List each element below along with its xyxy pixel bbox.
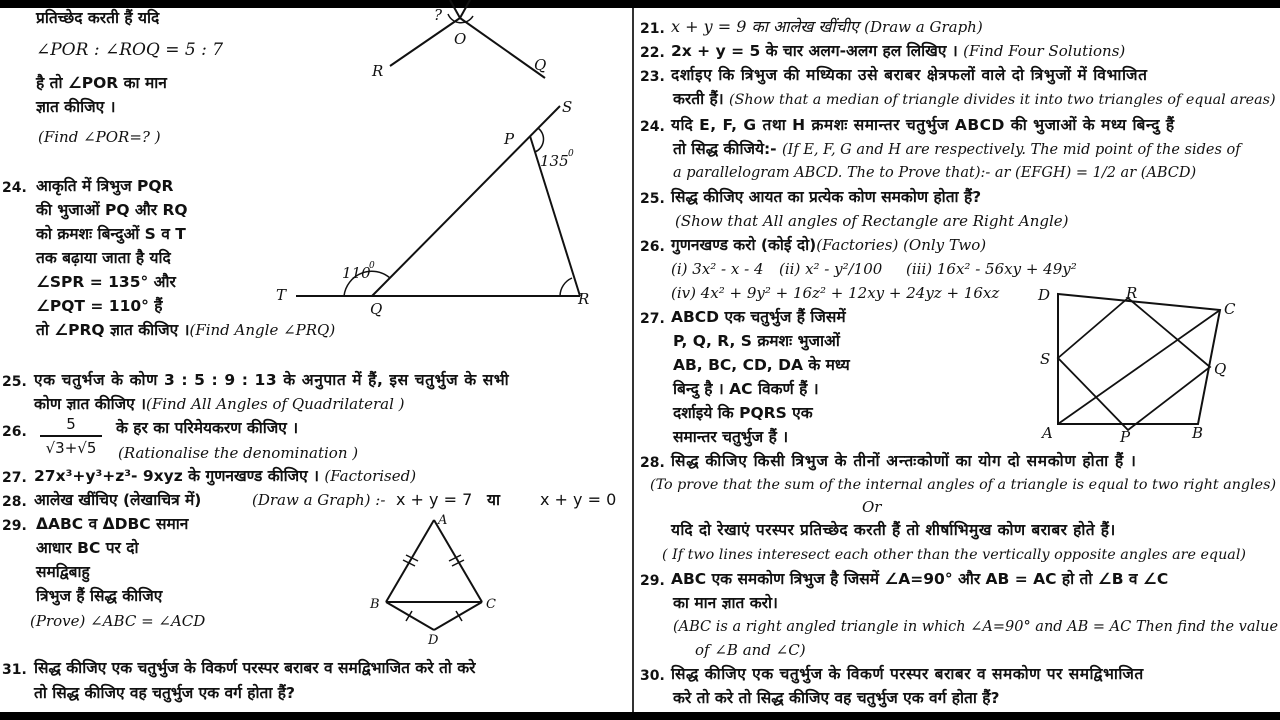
- q23-right-number: 23.: [640, 69, 665, 85]
- q26-right-text: गुणनखण्ड करो (कोई दो): [671, 236, 817, 254]
- q24-left-line-6: ∠PQT = 110° हैं: [36, 297, 163, 315]
- q24-left-line-7-hi: तो ∠PRQ ज्ञात कीजिए ।: [36, 321, 190, 339]
- q23-right-line-1: दर्शाइए कि त्रिभुज की मध्यिका उसे बराबर क्षेत्रफलों वाले दो त्रिभुजों में विभाजित: [671, 66, 1148, 84]
- fig29-label-b: B: [370, 597, 380, 612]
- q22-right-line: [671, 41, 1125, 61]
- q24-right-line-2-hi: तो सिद्ध कीजिये:-: [673, 140, 777, 158]
- fig29-label-d: D: [428, 633, 439, 648]
- q26-fraction: [40, 413, 102, 459]
- fig-label-q-mark: ?: [434, 6, 443, 24]
- diagonal-ac: [1058, 310, 1220, 424]
- q28-right-or: Or: [862, 498, 882, 516]
- fig29-label-a: A: [438, 513, 448, 528]
- q28-left-number: 28.: [2, 494, 27, 510]
- q24-left-number: 24.: [2, 180, 27, 196]
- column-divider: [632, 8, 634, 712]
- q25-right-number: 25.: [640, 191, 665, 207]
- fig27-label-d: D: [1038, 286, 1051, 304]
- q27-left-line: [34, 466, 416, 486]
- q29-right-line-1: ABC एक समकोण त्रिभुज है जिसमें ∠A=90° और AB = AC हो तो ∠B व ∠C: [671, 570, 1169, 588]
- q26-right-part-ii: (ii) x² - y²/100: [779, 260, 883, 278]
- q26-left-text: के हर का परिमेयकरण कीजिए ।: [116, 419, 299, 437]
- line-ab: [386, 520, 434, 602]
- q30-right-number: 30.: [640, 668, 665, 684]
- fig27-label-s: S: [1040, 350, 1051, 368]
- q27-left-english: (Factorised): [324, 467, 417, 485]
- q27-right-line-4: बिन्दु है । AC विकर्ण हैं ।: [673, 380, 819, 398]
- line-qs: [372, 106, 560, 296]
- line-or: [390, 18, 460, 66]
- q21-right-number: 21.: [640, 21, 665, 37]
- intersecting-lines-figure: [370, 0, 570, 90]
- q25-left-line-2: [34, 394, 405, 414]
- q26-right-english: (Factories) (Only Two): [816, 236, 987, 254]
- q29-left-number: 29.: [2, 518, 27, 534]
- q28-right-line-2: (To prove that the sum of the internal angles of a triangle is equal to two right angles): [650, 477, 1277, 493]
- q28-left-or: या: [487, 491, 501, 509]
- top-black-bar: [0, 0, 1280, 8]
- q29-right-line-4: of ∠B and ∠C): [695, 641, 806, 659]
- fig24-label-r: R: [578, 290, 590, 308]
- line-bd: [386, 602, 434, 630]
- q-top-line-4: ज्ञात कीजिए ।: [36, 98, 116, 116]
- q24-left-line-7-en: (Find Angle ∠PRQ): [189, 321, 336, 339]
- fig24-label-s: S: [562, 98, 573, 116]
- q29-left-line-3: समद्विबाहु: [36, 563, 90, 581]
- q26-right-part-iv: (iv) 4x² + 9y² + 16z² + 12xy + 24yz + 16xz: [671, 284, 1000, 302]
- q28-right-line-3: यदि दो रेखाएं परस्पर प्रतिच्छेद करती हैं तो शीर्षाभिमुख कोण बराबर होते हैं।: [671, 521, 1116, 539]
- q-top-line-3: है तो ∠POR का मान: [36, 74, 167, 92]
- q26-left-english: (Rationalise the denomination ): [118, 444, 359, 462]
- q26-right-part-iii: (iii) 16x² - 56xy + 49y²: [906, 260, 1077, 278]
- q29-left-line-5: (Prove) ∠ABC = ∠ACD: [30, 612, 206, 630]
- q28-left-text: आलेख खींचिए (लेखाचित्र में): [34, 491, 202, 509]
- q27-right-line-3: AB, BC, CD, DA के मध्य: [673, 356, 850, 374]
- q27-left-number: 27.: [2, 470, 27, 486]
- fig-label-o: O: [454, 30, 467, 48]
- q22-right-text: 2x + y = 5 के चार अलग-अलग हल लिखिए ।: [671, 42, 958, 60]
- fig24-label-135: 135: [540, 152, 569, 170]
- q24-right-line-2-en: (If E, F, G and H are respectively. The mid point of the sides of: [781, 142, 1241, 158]
- q29-right-line-2: का मान ज्ञात करो।: [673, 594, 778, 612]
- q27-right-line-2: P, Q, R, S क्रमशः भुजाओं: [673, 332, 840, 350]
- q28-left-english: (Draw a Graph) :-: [252, 491, 386, 509]
- fig24-label-t: T: [276, 286, 287, 304]
- q28-right-line-1: सिद्ध कीजिए किसी त्रिभुज के तीनों अन्तःकोणों का योग दो समकोण होता हैं ।: [671, 452, 1137, 470]
- q25-left-line-1: एक चतुर्भज के कोण 3 : 5 : 9 : 13 के अनुपात में हैं, इस चतुर्भुज के सभी: [34, 371, 510, 389]
- q29-left-line-1: ΔABC व ΔDBC समान: [36, 515, 189, 533]
- q-top-english: (Find ∠POR=? ): [38, 128, 161, 146]
- q24-right-line-2: [673, 139, 1241, 160]
- q29-right-number: 29.: [640, 573, 665, 589]
- q21-right-text: x + y = 9 का आलेख खींचीए: [671, 17, 859, 36]
- q23-right-line-2: [673, 89, 1276, 110]
- q25-left-line-2-en: (Find All Angles of Quadrilateral ): [145, 395, 405, 413]
- fig24-label-q: Q: [370, 300, 383, 318]
- fig24-deg-110: 0: [369, 261, 375, 271]
- q28-left-eq2: x + y = 0: [540, 490, 617, 509]
- q30-right-line-1: सिद्ध कीजिए एक चतुर्भुज के विकर्ण परस्पर बराबर व समकोण पर समद्विभाजित: [671, 665, 1144, 683]
- bottom-black-bar: [0, 712, 1280, 720]
- q22-right-english: (Find Four Solutions): [963, 42, 1126, 60]
- q21-right-english: (Draw a Graph): [864, 18, 983, 36]
- q28-left-eq1: x + y = 7: [396, 490, 473, 509]
- q25-right-text: सिद्ध कीजिए आयत का प्रत्येक कोण समकोण होता हैं?: [671, 188, 982, 206]
- q31-left-line-1: सिद्ध कीजिए एक चतुर्भुज के विकर्ण परस्पर बराबर व समद्विभाजित करे तो करे: [34, 659, 476, 677]
- arc-r: [560, 278, 572, 296]
- q23-right-line-2-hi: करती हैं।: [673, 90, 724, 108]
- q-top-line-1: प्रतिच्छेद करती हैं यदि: [36, 9, 160, 27]
- q-top-ratio: ∠POR : ∠ROQ = 5 : 7: [36, 40, 224, 60]
- line-oq: [460, 18, 545, 78]
- fig29-label-c: C: [486, 597, 496, 612]
- q24-left-line-5: ∠SPR = 135° और: [36, 273, 176, 291]
- q28-right-line-4: ( If two lines interesect each other than the vertically opposite angles are equal): [662, 547, 1246, 563]
- quad-pqrs: [1058, 298, 1210, 430]
- q27-left-text: 27x³+y³+z³- 9xyz के गुणनखण्ड कीजिए ।: [34, 467, 320, 485]
- q24-left-line-4: तक बढ़ाया जाता है यदि: [36, 249, 171, 267]
- q26-right-line: [671, 235, 986, 255]
- q27-right-line-6: समान्तर चतुर्भुज हैं ।: [673, 428, 789, 446]
- q24-left-line-2: की भुजाओं PQ और RQ: [36, 201, 188, 219]
- q25-left-number: 25.: [2, 374, 27, 390]
- fig-label-r: R: [372, 62, 384, 80]
- quadrilateral-pqrs-figure: [1030, 282, 1250, 452]
- line-op: [450, 0, 460, 18]
- q26-fraction-bar: [40, 435, 102, 437]
- q24-left-line-3: को क्रमशः बिन्दुओं S व T: [36, 225, 186, 243]
- q31-left-number: 31.: [2, 662, 27, 678]
- q27-right-number: 27.: [640, 311, 665, 327]
- q23-right-english: (Show that a median of triangle divides it into two triangles of equal areas): [729, 92, 1276, 108]
- fig27-label-a: A: [1042, 424, 1053, 442]
- q28-right-number: 28.: [640, 455, 665, 471]
- fig27-label-b: B: [1192, 424, 1204, 442]
- kite-abdc-figure: [360, 510, 510, 648]
- q26-right-number: 26.: [640, 239, 665, 255]
- q21-right-line: [671, 17, 983, 37]
- q24-right-number: 24.: [640, 119, 665, 135]
- q27-right-line-1: ABCD एक चतुर्भुज हैं जिसमें: [671, 308, 846, 326]
- line-cd: [434, 602, 482, 630]
- q27-right-line-5: दर्शाइये कि PQRS एक: [673, 404, 813, 422]
- q26-numerator: 5: [66, 415, 76, 433]
- triangle-pqr-figure: [270, 92, 610, 322]
- q26-denominator: √3+√5: [45, 439, 97, 457]
- q29-left-line-2: आधार BC पर दो: [36, 539, 139, 557]
- q24-left-line-7: [36, 320, 335, 340]
- fig27-label-r: R: [1126, 284, 1138, 302]
- q24-right-line-1: यदि E, F, G तथा H क्रमशः समान्तर चतुर्भुज ABCD की भुजाओं के मध्य बिन्दु हैं: [671, 116, 1175, 134]
- line-op2: [460, 0, 470, 18]
- fig27-label-c: C: [1224, 300, 1236, 318]
- q31-left-line-2: तो सिद्ध कीजिए वह चतुर्भुज एक वर्ग होता हैं?: [34, 684, 295, 702]
- q30-right-line-2: करे तो करे तो सिद्ध कीजिए वह चतुर्भुज एक वर्ग होता हैं?: [673, 689, 1000, 707]
- arc-135: [535, 128, 544, 152]
- fig27-label-p: P: [1120, 428, 1131, 446]
- q26-right-part-i: (i) 3x² - x - 4: [671, 260, 764, 278]
- q29-right-line-3: (ABC is a right angled triangle in which ∠A=90° and AB = AC Then find the value: [673, 619, 1279, 635]
- q25-left-line-2-hi: कोण ज्ञात कीजिए ।: [34, 395, 146, 413]
- q24-left-line-1: आकृति में त्रिभुज PQR: [36, 177, 174, 195]
- fig24-deg-135: 0: [568, 149, 574, 159]
- fig-label-qq: Q: [534, 56, 547, 74]
- q25-right-english: (Show that All angles of Rectangle are Right Angle): [675, 212, 1069, 230]
- fig27-label-q: Q: [1214, 360, 1227, 378]
- fig24-label-110: 110: [342, 264, 371, 282]
- line-ac: [434, 520, 482, 602]
- fig24-label-p: P: [504, 130, 515, 148]
- q29-left-line-4: त्रिभुज हैं सिद्ध कीजिए: [36, 587, 163, 605]
- q24-right-line-3: a parallelogram ABCD. The to Prove that):- ar (EFGH) = 1/2 ar (ABCD): [673, 165, 1197, 181]
- q26-left-number: 26.: [2, 424, 27, 440]
- q22-right-number: 22.: [640, 45, 665, 61]
- quad-abcd: [1058, 294, 1220, 424]
